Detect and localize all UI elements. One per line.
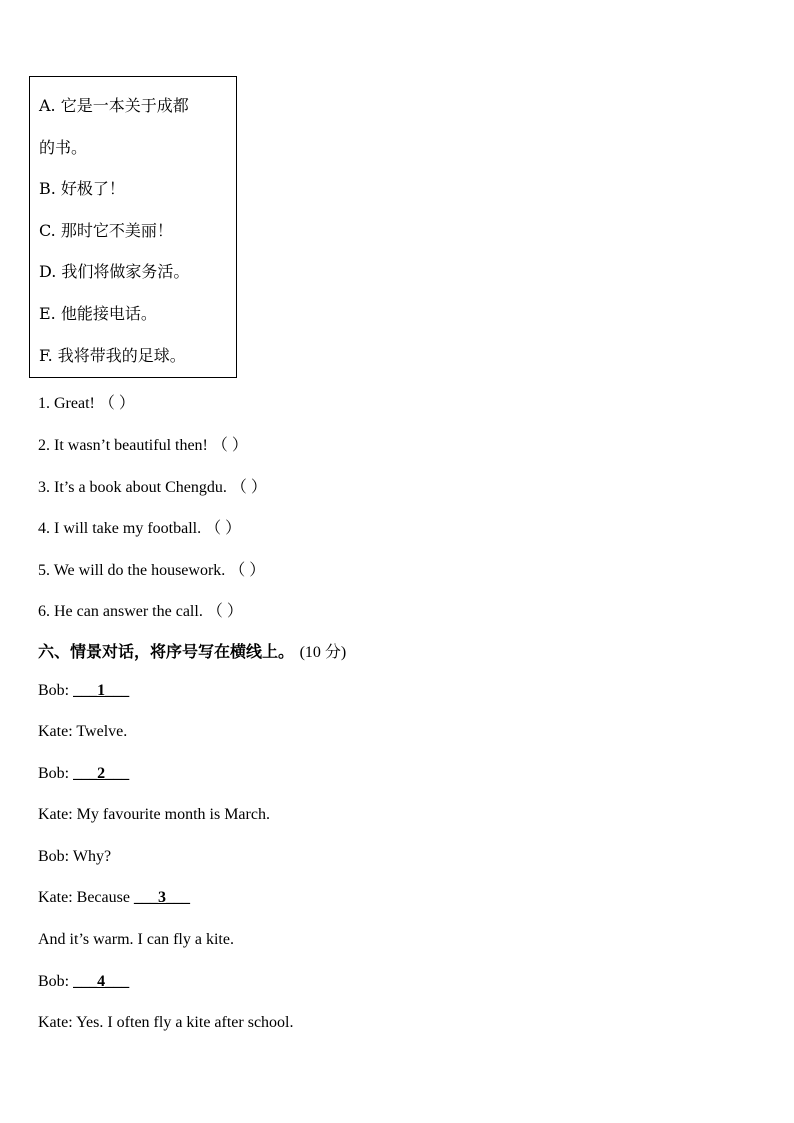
dialogue-text: Twelve. (76, 723, 128, 740)
answer-paren[interactable]: （ ） (230, 479, 267, 496)
matching-item-4 (38, 515, 241, 538)
option-c: C. 那时它不美丽！ (39, 221, 173, 240)
matching-item-3 (38, 474, 267, 497)
section-score: (10 分) (299, 644, 347, 661)
answer-paren[interactable]: （ ） (98, 395, 135, 412)
option-d: D. 我们将做家务活。 (39, 262, 190, 281)
speaker: Kate: (38, 889, 73, 906)
matching-item-5 (38, 557, 265, 580)
dialogue-line-7 (38, 931, 234, 949)
section-6-heading (38, 639, 346, 662)
dialogue-line-5 (38, 848, 111, 866)
dialogue-text: And it’s warm. I can fly a kite. (38, 931, 234, 948)
speaker: Bob: (38, 973, 70, 990)
dialogue-text: Because (76, 889, 130, 906)
matching-item-2 (38, 432, 248, 455)
option-e: E. 他能接电话。 (39, 304, 157, 323)
matching-text: 3. It’s a book about Chengdu. (38, 479, 227, 496)
dialogue-text: Yes. I often fly a kite after school. (76, 1014, 294, 1031)
dialogue-text: My favourite month is March. (76, 806, 270, 823)
answer-paren[interactable]: （ ） (229, 562, 266, 579)
option-a-line1: A. 它是一本关于成都 (39, 96, 189, 115)
speaker: Kate: (38, 806, 73, 823)
matching-text: 4. I will take my football. (38, 520, 202, 537)
answer-blank-2[interactable]: ___2___ (73, 765, 130, 782)
dialogue-line-9 (38, 1014, 294, 1032)
answer-paren[interactable]: （ ） (211, 437, 248, 454)
speaker: Bob: (38, 682, 70, 699)
matching-text: 6. He can answer the call. (38, 603, 203, 620)
speaker: Kate: (38, 1014, 73, 1031)
matching-text: 2. It wasn’t beautiful then! (38, 437, 208, 454)
speaker: Bob: (38, 765, 70, 782)
dialogue-text: Why? (72, 848, 112, 865)
option-a-line2: 的书。 (39, 138, 88, 157)
speaker: Kate: (38, 723, 73, 740)
answer-blank-4[interactable]: ___4___ (73, 973, 130, 990)
options-box (29, 76, 237, 378)
matching-text: 1. Great! (38, 395, 95, 412)
option-f: F. 我将带我的足球。 (39, 346, 186, 365)
matching-item-6 (38, 598, 243, 621)
answer-blank-1[interactable]: ___1___ (73, 682, 130, 699)
answer-paren[interactable]: （ ） (205, 520, 242, 537)
answer-paren[interactable]: （ ） (206, 603, 243, 620)
dialogue-line-2 (38, 723, 127, 741)
dialogue-line-6 (38, 889, 190, 907)
dialogue-line-4 (38, 806, 270, 824)
option-b: B. 好极了！ (39, 179, 125, 198)
dialogue-line-8 (38, 973, 129, 991)
answer-blank-3[interactable]: ___3___ (133, 889, 190, 906)
speaker: Bob: (38, 848, 70, 865)
matching-text: 5. We will do the housework. (38, 562, 226, 579)
dialogue-line-3 (38, 765, 129, 783)
matching-item-1 (38, 390, 135, 413)
dialogue-line-1 (38, 682, 129, 700)
section-title: 六、情景对话，将序号写在横线上。 (38, 642, 295, 661)
